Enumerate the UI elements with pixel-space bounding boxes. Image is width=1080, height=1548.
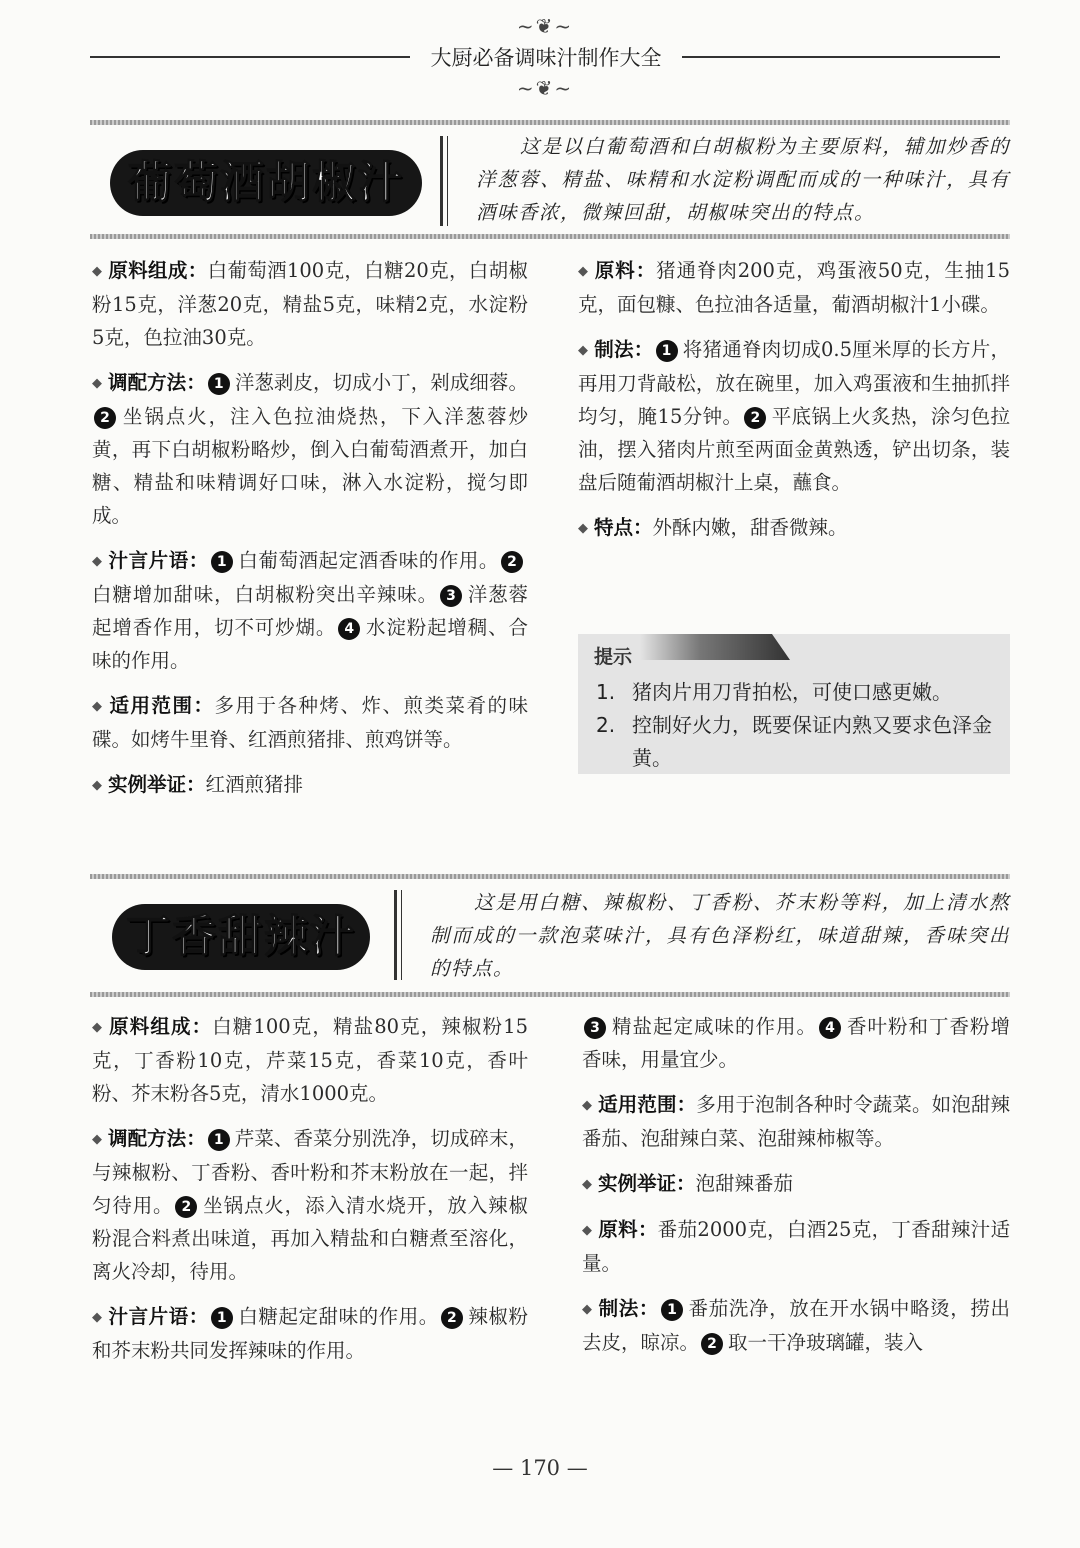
title-divider bbox=[440, 136, 443, 226]
diamond-bullet-icon: ◆ bbox=[582, 1223, 593, 1238]
example-paragraph: ◆ 实例举证：红酒煎猪排 bbox=[92, 773, 304, 796]
scope-paragraph: ◆ 适用范围：多用于泡制各种时令蔬菜。如泡甜辣番茄、泡甜辣白菜、泡甜辣柿椒等。 bbox=[582, 1093, 1010, 1150]
circled-number-icon: 2 bbox=[701, 1333, 723, 1355]
method-paragraph: ◆ 调配方法： 1 洋葱剥皮，切成小丁，剁成细蓉。2 坐锅点火，注入色拉油烧热，下入洋葱蓉炒黄，再下白胡椒粉略炒，倒入白葡萄酒煮开，加白糖、精盐和味精调好口味，淋入水淀粉，搅匀即成。 bbox=[92, 371, 528, 527]
section-rule-top bbox=[90, 120, 1010, 125]
circled-number-icon: 2 bbox=[94, 407, 116, 429]
left-column bbox=[92, 254, 528, 814]
running-header bbox=[90, 14, 1000, 104]
recipe-title: 葡萄酒胡椒汁 bbox=[128, 157, 404, 208]
title-divider bbox=[394, 890, 397, 980]
title-divider-thin bbox=[401, 890, 402, 980]
header-rule-right bbox=[682, 56, 1000, 58]
header-title: 大厨必备调味汁制作大全 bbox=[430, 46, 662, 70]
section-rule-bottom bbox=[90, 992, 1010, 997]
diamond-bullet-icon: ◆ bbox=[92, 376, 103, 391]
right-column bbox=[582, 1010, 1010, 1371]
section-rule-bottom bbox=[90, 234, 1010, 239]
diamond-bullet-icon: ◆ bbox=[92, 1132, 103, 1147]
circled-number-icon: 2 bbox=[744, 407, 766, 429]
recipe-intro: 这是以白葡萄酒和白胡椒粉为主要原料，辅加炒香的洋葱蓉、精盐、味精和水淀粉调配而成的一种味汁，具有酒味香浓，微辣回甜，胡椒味突出的特点。 bbox=[476, 135, 1010, 224]
notes-continued-paragraph: 3 精盐起定咸味的作用。 4 香叶粉和丁香粉增香味，用量宜少。 bbox=[582, 1015, 1010, 1071]
ornament-bottom-icon: ~❦~ bbox=[516, 76, 574, 100]
diamond-bullet-icon: ◆ bbox=[92, 699, 104, 714]
tip-list bbox=[596, 676, 1000, 775]
diamond-bullet-icon: ◆ bbox=[582, 1302, 593, 1317]
header-rule-left bbox=[90, 56, 410, 58]
circled-number-icon: 3 bbox=[584, 1017, 606, 1039]
scope-paragraph: ◆ 适用范围：多用于各种烤、炸、煎类菜肴的味碟。如烤牛里脊、红酒煎猪排、煎鸡饼等。 bbox=[92, 694, 528, 751]
circled-number-icon: 1 bbox=[211, 1307, 233, 1329]
dish-method-paragraph: ◆ 制法： 1 番茄洗净，放在开水锅中略烫，捞出去皮，晾凉。 2 取一干净玻璃罐，装入 bbox=[582, 1297, 1010, 1354]
dish-ingredients-paragraph: ◆ 原料：猪通脊肉200克，鸡蛋液50克，生抽15克，面包糠、色拉油各适量，葡酒胡椒汁1小碟。 bbox=[578, 259, 1010, 316]
feature-paragraph: ◆ 特点：外酥内嫩，甜香微辣。 bbox=[578, 516, 848, 539]
tip-tab-decoration bbox=[640, 634, 790, 660]
method-paragraph: ◆ 调配方法： 1 芹菜、香菜分别洗净，切成碎末，与辣椒粉、丁香粉、香叶粉和芥末粉放在一起，拌匀待用。 2 坐锅点火，添入清水烧开，放入辣椒粉混合料煮出味道，再加入精盐和白糖煮至溶化，离火冷却，待用。 bbox=[92, 1127, 528, 1283]
circled-number-icon: 2 bbox=[501, 551, 523, 573]
recipe-title-badge bbox=[112, 904, 370, 970]
diamond-bullet-icon: ◆ bbox=[92, 554, 103, 569]
page-number: — 170 — bbox=[492, 1456, 588, 1480]
tip-item: 1. 猪肉片用刀背拍松，可使口感更嫩。 bbox=[596, 680, 952, 704]
diamond-bullet-icon: ◆ bbox=[92, 778, 102, 793]
diamond-bullet-icon: ◆ bbox=[578, 343, 589, 358]
recipe-title-badge bbox=[110, 150, 422, 216]
diamond-bullet-icon: ◆ bbox=[582, 1098, 593, 1113]
diamond-bullet-icon: ◆ bbox=[582, 1177, 592, 1192]
circled-number-icon: 1 bbox=[661, 1299, 683, 1321]
diamond-bullet-icon: ◆ bbox=[578, 264, 589, 279]
notes-paragraph: ◆ 汁言片语： 1 白葡萄酒起定酒香味的作用。 2白糖增加甜味，白胡椒粉突出辛辣味。 3 洋葱蓉起增香作用，切不可炒煳。 4 水淀粉起增稠、合味的作用。 bbox=[92, 549, 528, 672]
circled-number-icon: 2 bbox=[441, 1307, 463, 1329]
notes-paragraph: ◆ 汁言片语： 1 白糖起定甜味的作用。 2 辣椒粉和芥末粉共同发挥辣味的作用。 bbox=[92, 1305, 528, 1362]
diamond-bullet-icon: ◆ bbox=[92, 1020, 104, 1035]
ornament-top-icon: ~❦~ bbox=[516, 14, 574, 38]
tip-label: 提示 bbox=[594, 646, 633, 668]
circled-number-icon: 1 bbox=[656, 340, 678, 362]
left-column bbox=[92, 1010, 528, 1379]
tip-item: 2. 控制好火力，既要保证内熟又要求色泽金黄。 bbox=[596, 713, 992, 770]
ingredients-paragraph: ◆ 原料组成：白糖100克，精盐80克，辣椒粉15克，丁香粉10克，芹菜15克，香菜10克，香叶粉、芥末粉各5克，清水1000克。 bbox=[92, 1015, 528, 1105]
circled-number-icon: 1 bbox=[211, 551, 233, 573]
circled-number-icon: 1 bbox=[208, 1129, 230, 1151]
section-rule-top bbox=[90, 874, 1010, 879]
tip-box bbox=[578, 634, 1010, 774]
diamond-bullet-icon: ◆ bbox=[578, 521, 588, 536]
circled-number-icon: 3 bbox=[440, 585, 462, 607]
circled-number-icon: 4 bbox=[338, 618, 360, 640]
title-divider-thin bbox=[447, 136, 448, 226]
recipe-intro: 这是用白糖、辣椒粉、丁香粉、芥末粉等料，加上清水熬制而成的一款泡菜味汁，具有色泽粉红，味道甜辣，香味突出的特点。 bbox=[430, 891, 1010, 980]
recipe-title: 丁香甜辣汁 bbox=[126, 911, 356, 962]
circled-number-icon: 1 bbox=[208, 373, 230, 395]
circled-number-icon: 2 bbox=[175, 1196, 197, 1218]
example-paragraph: ◆ 实例举证：泡甜辣番茄 bbox=[582, 1172, 794, 1195]
dish-ingredients-paragraph: ◆ 原料：番茄2000克，白酒25克，丁香甜辣汁适量。 bbox=[582, 1218, 1010, 1275]
diamond-bullet-icon: ◆ bbox=[92, 264, 103, 279]
circled-number-icon: 4 bbox=[819, 1017, 841, 1039]
diamond-bullet-icon: ◆ bbox=[92, 1310, 103, 1325]
dish-method-paragraph: ◆ 制法： 1 将猪通脊肉切成0.5厘米厚的长方片，再用刀背敲松，放在碗里，加入鸡蛋液和生抽抓拌均匀，腌15分钟。 2 平底锅上火炙热，涂匀色拉油，摆入猪肉片煎至两面金黄熟透，铲出切条，装盘后随葡酒胡椒汁上桌，蘸食。 bbox=[578, 338, 1010, 494]
ingredients-paragraph: ◆ 原料组成：白葡萄酒100克，白糖20克，白胡椒粉15克，洋葱20克，精盐5克，味精2克，水淀粉5克，色拉油30克。 bbox=[92, 259, 528, 349]
right-column bbox=[578, 254, 1010, 557]
